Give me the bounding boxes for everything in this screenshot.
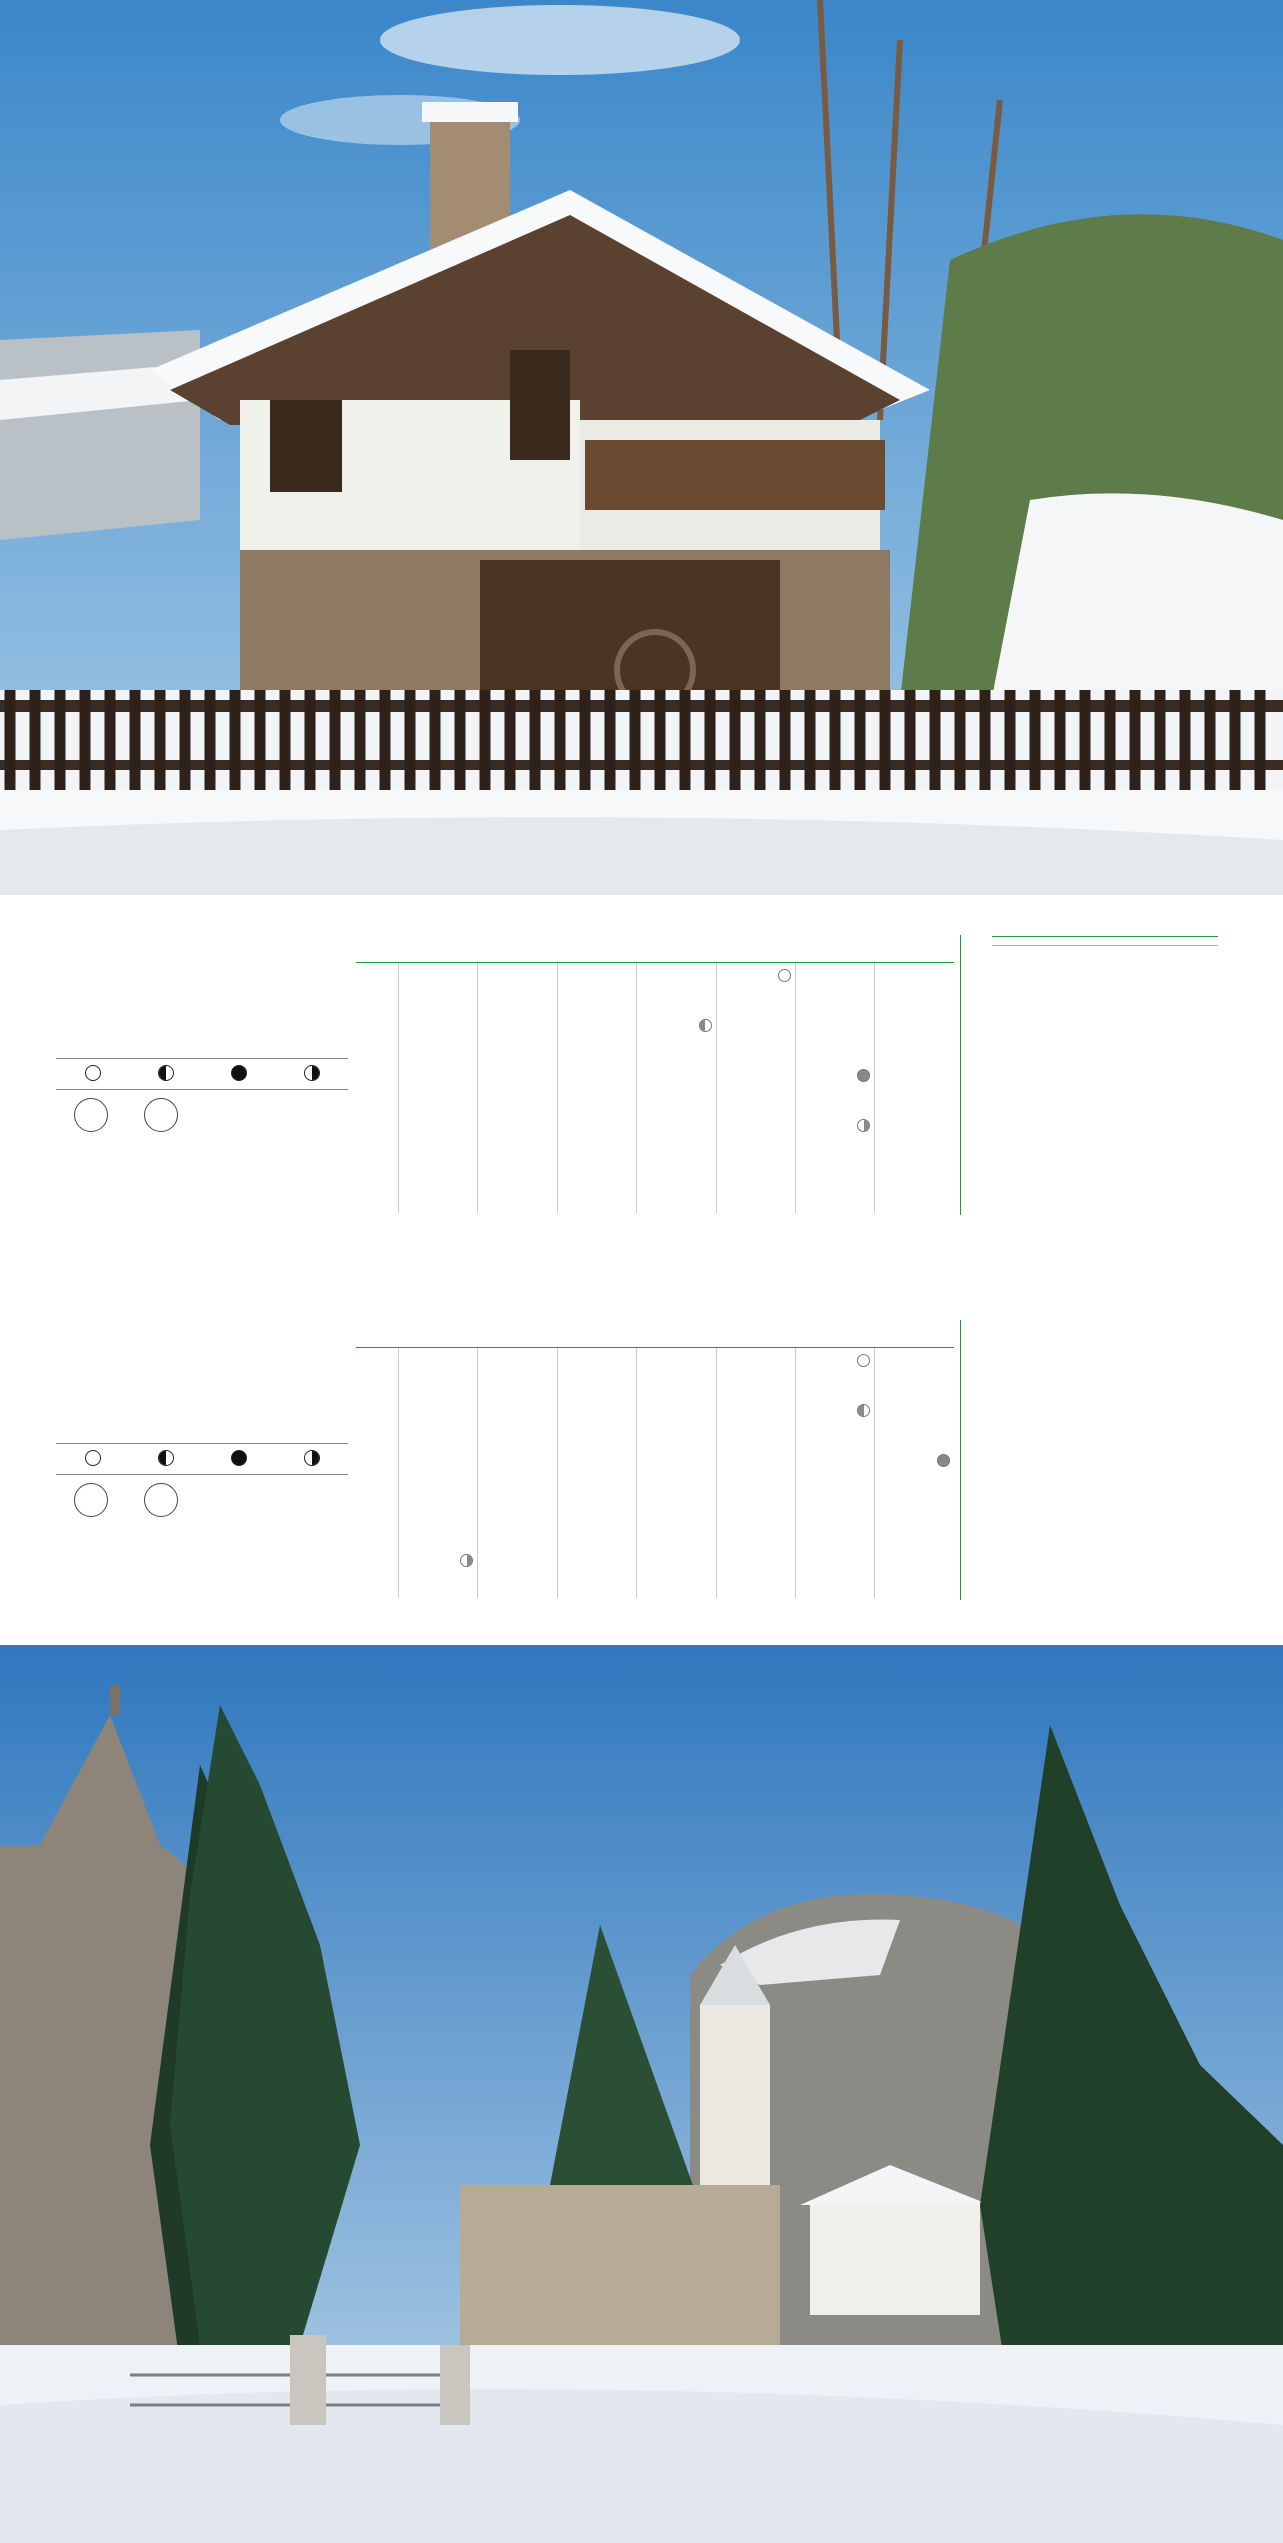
moon-phase-item [129, 1450, 202, 1470]
day-cell [874, 1498, 953, 1548]
day-cell [557, 1548, 636, 1598]
mini-weekday [1185, 937, 1217, 945]
week-number [356, 1448, 398, 1498]
day-cell [874, 1113, 953, 1163]
mini-weekday [1153, 937, 1185, 945]
mini-weekday [1089, 937, 1121, 945]
moon-phase-item [275, 1065, 348, 1085]
day-cell [557, 963, 636, 1013]
moon-phase-marker-icon [857, 1404, 870, 1417]
moon-phase-item [275, 1450, 348, 1470]
day-cell [795, 1063, 874, 1113]
zodiac-signs [56, 1483, 348, 1520]
weekday-header [557, 935, 636, 962]
week-number [356, 1398, 398, 1448]
day-cell [636, 1063, 715, 1113]
mini-weekday [1121, 937, 1153, 945]
day-cell [557, 1348, 636, 1398]
week-row [356, 1498, 954, 1548]
new-moon-icon [231, 1450, 247, 1466]
moon-phase-marker-icon [857, 1119, 870, 1132]
first-quarter-icon [304, 1450, 320, 1466]
weekday-header [874, 1320, 953, 1347]
full-moon-icon [85, 1065, 101, 1081]
zodiac-icon [74, 1098, 108, 1132]
week-row [356, 1448, 954, 1498]
winter-monastery-photo [0, 1645, 1283, 2543]
calendar-grid [356, 1320, 954, 1602]
moon-phase-item [56, 1450, 129, 1470]
day-cell [636, 1448, 715, 1498]
weekday-header [636, 1320, 715, 1347]
day-cell [795, 1398, 874, 1448]
day-cell [557, 1498, 636, 1548]
zodiac-sign [126, 1098, 196, 1135]
holidays-text [56, 1332, 348, 1437]
month-info [56, 1320, 348, 1520]
moon-phase-item [56, 1065, 129, 1085]
day-cell [716, 1013, 795, 1063]
day-cell [557, 1448, 636, 1498]
day-cell [874, 1448, 953, 1498]
week-number [356, 1113, 398, 1163]
week-number [356, 1013, 398, 1063]
day-cell [795, 1013, 874, 1063]
day-cell [398, 1448, 477, 1498]
day-cell [795, 1498, 874, 1548]
weekday-header [636, 935, 715, 962]
day-cell [636, 1348, 715, 1398]
day-cell [636, 1498, 715, 1548]
day-cell [795, 963, 874, 1013]
mini-header [992, 937, 1218, 946]
day-cell [636, 1398, 715, 1448]
week-row [356, 1013, 954, 1063]
day-cell [398, 1398, 477, 1448]
day-cell [716, 1498, 795, 1548]
day-cell [636, 1113, 715, 1163]
moon-phase-item [202, 1450, 275, 1470]
day-cell [636, 963, 715, 1013]
month-block-december-2025 [0, 925, 1283, 1225]
day-cell [557, 1013, 636, 1063]
divider [960, 935, 961, 1215]
month-block-january-2026 [0, 1310, 1283, 1610]
week-row [356, 1113, 954, 1163]
day-cell [477, 1113, 556, 1163]
day-cell [477, 1348, 556, 1398]
day-cell [477, 1163, 556, 1213]
mini-weekday [992, 937, 1024, 945]
day-cell [874, 1348, 953, 1398]
mini-weekday [1056, 937, 1088, 945]
day-cell [398, 1113, 477, 1163]
zodiac-icon [74, 1483, 108, 1517]
moon-phase-marker-icon [857, 1354, 870, 1367]
weekday-header [795, 935, 874, 962]
day-cell [636, 1163, 715, 1213]
week-row [356, 1548, 954, 1598]
winter-village-house-photo [0, 0, 1283, 895]
month-info [56, 935, 348, 1135]
day-cell [874, 1163, 953, 1213]
weekday-header [716, 935, 795, 962]
zodiac-signs [56, 1098, 348, 1135]
week-number [356, 1163, 398, 1213]
new-moon-icon [231, 1065, 247, 1081]
zodiac-sign [126, 1483, 196, 1520]
day-cell [795, 1448, 874, 1498]
day-cell [795, 1163, 874, 1213]
day-cell [398, 1498, 477, 1548]
day-cell [716, 1063, 795, 1113]
day-cell [398, 963, 477, 1013]
day-cell [716, 1113, 795, 1163]
weekday-header [398, 1320, 477, 1347]
week-row [356, 1063, 954, 1113]
holidays-text [56, 947, 348, 1052]
grid-header [356, 935, 954, 963]
grid-header [356, 1320, 954, 1348]
moon-phase-item [202, 1065, 275, 1085]
mini-weekday [1024, 937, 1056, 945]
day-cell [636, 1548, 715, 1598]
day-cell [398, 1348, 477, 1398]
week-row [356, 1398, 954, 1448]
moon-phase-item [129, 1065, 202, 1085]
full-moon-icon [85, 1450, 101, 1466]
day-cell [874, 963, 953, 1013]
day-cell [398, 1013, 477, 1063]
day-cell [398, 1063, 477, 1113]
zodiac-sign [56, 1483, 126, 1520]
day-cell [795, 1348, 874, 1398]
week-header [356, 935, 398, 962]
day-cell [557, 1113, 636, 1163]
day-cell [716, 1448, 795, 1498]
moon-phase-marker-icon [937, 1454, 950, 1467]
day-cell [398, 1548, 477, 1598]
day-cell [716, 1163, 795, 1213]
moon-phase-marker-icon [699, 1019, 712, 1032]
day-cell [557, 1063, 636, 1113]
day-cell [716, 1348, 795, 1398]
zodiac-icon [144, 1098, 178, 1132]
day-cell [398, 1163, 477, 1213]
day-cell [477, 1013, 556, 1063]
zodiac-sign [56, 1098, 126, 1135]
day-cell [716, 1548, 795, 1598]
day-cell [874, 1548, 953, 1598]
last-quarter-icon [158, 1065, 174, 1081]
week-number [356, 963, 398, 1013]
mini-calendar-prev [968, 935, 1218, 946]
weekday-header [795, 1320, 874, 1347]
weekday-header [557, 1320, 636, 1347]
week-number [356, 1498, 398, 1548]
day-cell [557, 1398, 636, 1448]
week-number [356, 1063, 398, 1113]
day-cell [557, 1163, 636, 1213]
week-number [356, 1548, 398, 1598]
moon-phase-marker-icon [857, 1069, 870, 1082]
day-cell [716, 1398, 795, 1448]
weekday-header [398, 935, 477, 962]
moon-phases [56, 1058, 348, 1090]
week-row [356, 963, 954, 1013]
day-cell [874, 1398, 953, 1448]
week-row [356, 1163, 954, 1213]
day-cell [477, 1498, 556, 1548]
weekday-header [716, 1320, 795, 1347]
weekday-header [477, 935, 556, 962]
moon-phase-marker-icon [460, 1554, 473, 1567]
last-quarter-icon [158, 1450, 174, 1466]
zodiac-icon [144, 1483, 178, 1517]
day-cell [477, 1448, 556, 1498]
weekday-header [477, 1320, 556, 1347]
calendar-grid [356, 935, 954, 1217]
first-quarter-icon [304, 1065, 320, 1081]
week-header [356, 1320, 398, 1347]
day-cell [477, 1063, 556, 1113]
day-cell [874, 1013, 953, 1063]
week-row [356, 1348, 954, 1398]
day-cell [477, 1548, 556, 1598]
day-cell [477, 1398, 556, 1448]
week-number [356, 1348, 398, 1398]
day-cell [874, 1063, 953, 1113]
weekday-header [874, 935, 953, 962]
day-cell [716, 963, 795, 1013]
day-cell [795, 1113, 874, 1163]
day-cell [636, 1013, 715, 1063]
moon-phase-marker-icon [778, 969, 791, 982]
moon-phases [56, 1443, 348, 1475]
divider [960, 1320, 961, 1600]
day-cell [477, 963, 556, 1013]
day-cell [795, 1548, 874, 1598]
